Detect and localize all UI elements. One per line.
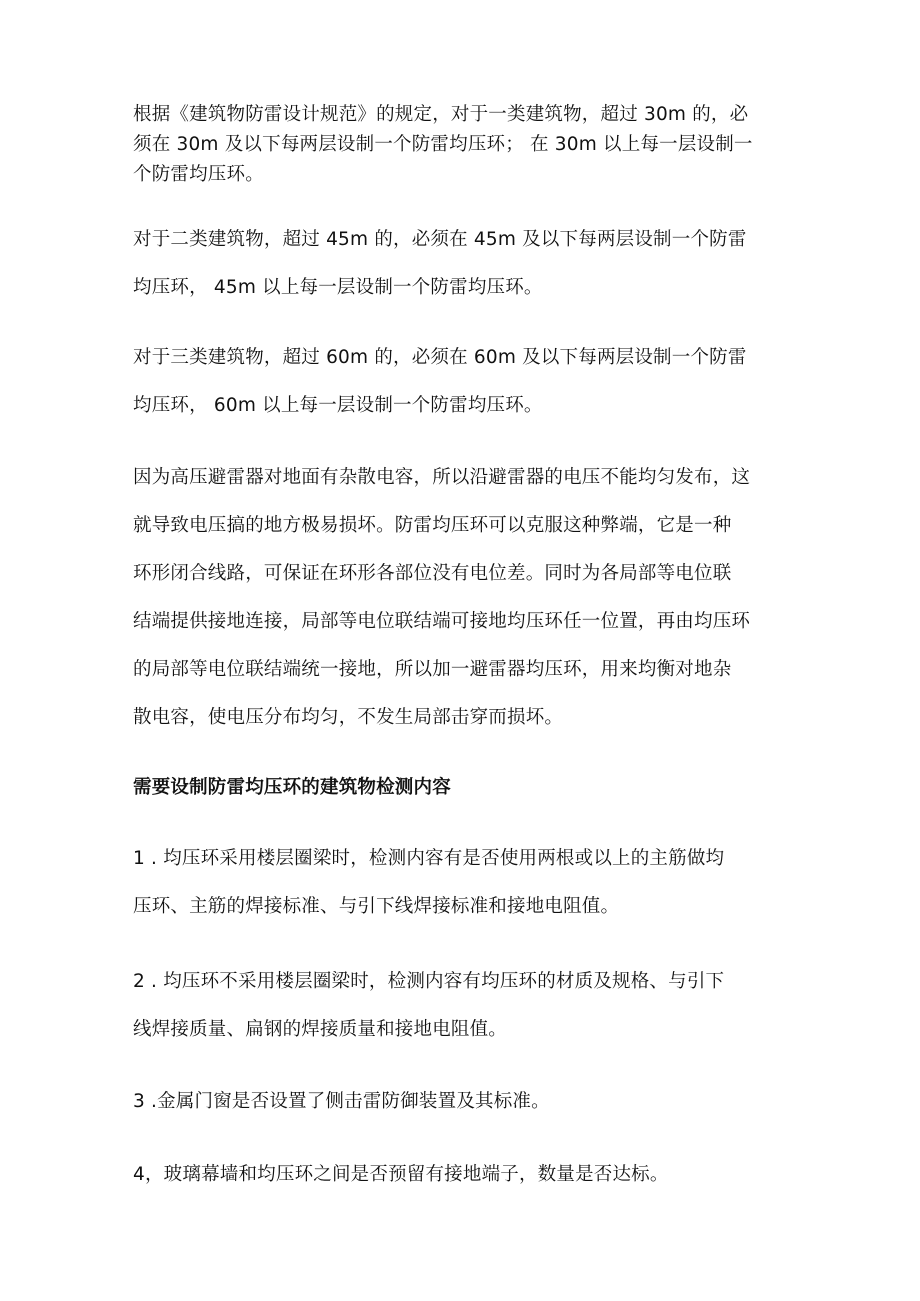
paragraph-class-two-buildings (133, 216, 793, 312)
text-line: 的局部等电位联结端统一接地，所以加一避雷器均压环，用来均衡对地杂 (133, 659, 732, 680)
text-line: 结端提供接地连接，局部等电位联结端可接地均压环任一位置，再由均压环 (133, 611, 751, 632)
text-line: 就导致电压搞的地方极易损坏。防雷均压环可以克服这种弊端，它是一种 (133, 515, 732, 536)
text-line: 因为高压避雷器对地面有杂散电容，所以沿避雷器的电压不能均匀发布，这 (133, 467, 751, 488)
text-line: 压环、主筋的焊接标准、与引下线焊接标准和接地电阻值。 (133, 896, 620, 917)
text-line: 1 . 均压环采用楼层圈梁时，检测内容有是否使用两根或以上的主筋做均 (133, 848, 725, 869)
text-line: 个防雷均压环。 (133, 164, 264, 185)
list-item-3: 3 .金属门窗是否设置了侧击雷防御装置及其标准。 (133, 1091, 550, 1112)
text-line: 散电容，使电压分布均匀，不发生局部击穿而损坏。 (133, 707, 564, 728)
text-line: 根据《建筑物防雷设计规范》的规定，对于一类建筑物，超过 30m 的，必 (133, 104, 749, 125)
list-item-1 (133, 835, 793, 931)
paragraph-equalizing-ring-explanation (133, 454, 793, 742)
list-item-4: 4，玻璃幕墙和均压环之间是否预留有接地端子，数量是否达标。 (133, 1164, 669, 1185)
text-line: 对于二类建筑物，超过 45m 的，必须在 45m 及以下每两层设制一个防雷 (133, 229, 747, 250)
text-line: 对于三类建筑物，超过 60m 的，必须在 60m 及以下每两层设制一个防雷 (133, 347, 747, 368)
text-line: 均压环， 45m 以上每一层设制一个防雷均压环。 (133, 277, 543, 298)
paragraph-class-one-buildings (133, 100, 793, 190)
text-line: 2 . 均压环不采用楼层圈梁时，检测内容有均压环的材质及规格、与引下 (133, 971, 725, 992)
paragraph-class-three-buildings (133, 334, 793, 430)
list-item-2 (133, 958, 793, 1054)
section-heading: 需要设制防雷均压环的建筑物检测内容 (133, 777, 451, 798)
text-line: 线焊接质量、扁钢的焊接质量和接地电阻值。 (133, 1019, 508, 1040)
text-line: 环形闭合线路，可保证在环形各部位没有电位差。同时为各局部等电位联 (133, 563, 732, 584)
text-line: 均压环， 60m 以上每一层设制一个防雷均压环。 (133, 395, 543, 416)
text-line: 须在 30m 及以下每两层设制一个防雷均压环； 在 30m 以上每一层设制一 (133, 134, 753, 155)
